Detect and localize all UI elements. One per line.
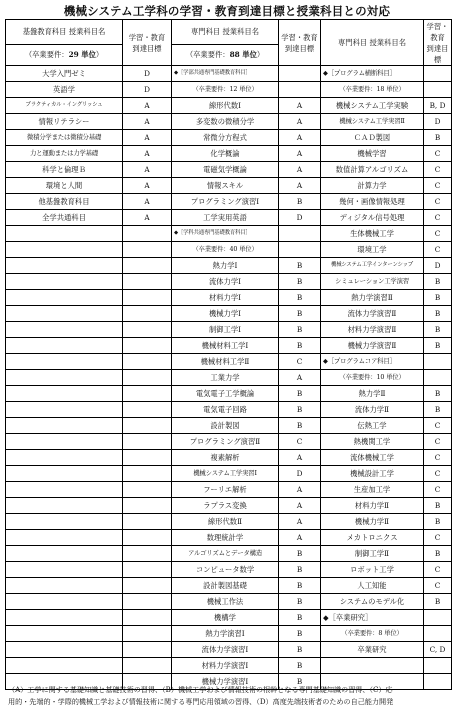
specialized-course-name: ラプラス変換 xyxy=(172,498,279,514)
right-course-goal xyxy=(424,354,452,370)
basic-course-name xyxy=(6,626,123,642)
right-course-name: 卒業研究 xyxy=(321,642,424,658)
basic-course-goal xyxy=(123,338,172,354)
course-row xyxy=(6,194,452,210)
right-course-name: 材料力学演習Ⅱ xyxy=(321,322,424,338)
header-row xyxy=(6,20,452,45)
course-row xyxy=(6,514,452,530)
basic-course-goal xyxy=(123,546,172,562)
specialized-course-goal: B xyxy=(279,402,321,418)
specialized-course-goal: B xyxy=(279,610,321,626)
right-course-name: メカトロニクス xyxy=(321,530,424,546)
course-row xyxy=(6,290,452,306)
specialized-course-name: 線形代数Ⅰ xyxy=(172,98,279,114)
specialized-course-name: 制御工学Ⅰ xyxy=(172,322,279,338)
right-course-goal: C xyxy=(424,146,452,162)
right-course-name: シミュレーション工学演習 xyxy=(321,274,424,290)
course-row xyxy=(6,402,452,418)
right-course-name: （卒業要件：18 単位） xyxy=(321,82,424,98)
specialized-course-goal xyxy=(279,82,321,98)
course-row xyxy=(6,370,452,386)
specialized-course-goal: B xyxy=(279,594,321,610)
specialized-course-name: プログラミング演習Ⅱ xyxy=(172,434,279,450)
right-course-goal: D xyxy=(424,258,452,274)
basic-course-goal xyxy=(123,242,172,258)
right-course-goal: C xyxy=(424,162,452,178)
specialized-course-goal: D xyxy=(279,466,321,482)
right-course-goal: B xyxy=(424,546,452,562)
basic-course-name: プラクティカル・イングリッシュ xyxy=(6,98,123,114)
specialized-course-name: 機械力学演習Ⅰ xyxy=(172,674,279,690)
right-course-name: 生体機械工学 xyxy=(321,226,424,242)
basic-course-name: 力と運動または力学基礎 xyxy=(6,146,123,162)
basic-course-goal xyxy=(123,658,172,674)
specialized-course-goal: A xyxy=(279,370,321,386)
right-course-goal: D xyxy=(424,114,452,130)
specialized-course-name: アルゴリズムとデータ構造 xyxy=(172,546,279,562)
right-course-name: 数值計算アルゴリズム xyxy=(321,162,424,178)
basic-course-goal: D xyxy=(123,66,172,82)
specialized-course-goal: C xyxy=(279,434,321,450)
right-course-goal: B xyxy=(424,594,452,610)
specialized-course-name: コンピュータ数学 xyxy=(172,562,279,578)
basic-course-name: 情報リテラシー xyxy=(6,114,123,130)
specialized-course-name: 工業力学 xyxy=(172,370,279,386)
right-course-name: 機械システム工学実験 xyxy=(321,98,424,114)
right-course-name: ロボット工学 xyxy=(321,562,424,578)
course-row xyxy=(6,98,452,114)
course-row xyxy=(6,562,452,578)
basic-course-name xyxy=(6,386,123,402)
basic-course-goal: A xyxy=(123,162,172,178)
right-course-name: 環境工学 xyxy=(321,242,424,258)
curriculum-table xyxy=(5,19,452,690)
right-course-name: 生産加工学 xyxy=(321,482,424,498)
right-course-name: 人工知能 xyxy=(321,578,424,594)
specialized-course-name: 工学実用英語 xyxy=(172,210,279,226)
specialized-course-goal: B xyxy=(279,418,321,434)
right-course-name: （卒業要件：10 単位） xyxy=(321,370,424,386)
course-row xyxy=(6,114,452,130)
basic-course-goal xyxy=(123,482,172,498)
specialized-course-goal: A xyxy=(279,482,321,498)
basic-course-name xyxy=(6,546,123,562)
course-row xyxy=(6,418,452,434)
basic-course-goal xyxy=(123,418,172,434)
course-row xyxy=(6,626,452,642)
specialized-course-name: 機械力学Ⅰ xyxy=(172,306,279,322)
specialized-course-name: ◆［学部共通専門基礎教育科目］ xyxy=(172,66,279,82)
basic-course-goal xyxy=(123,258,172,274)
basic-requirement: （卒業要件：29 単位） xyxy=(6,45,123,66)
right-course-name: ◆［卒業研究］ xyxy=(321,610,424,626)
specialized-course-goal: B xyxy=(279,386,321,402)
right-course-goal: B, D xyxy=(424,98,452,114)
specialized-course-name: （卒業要件：12 単位） xyxy=(172,82,279,98)
specialized-course-goal: A xyxy=(279,514,321,530)
basic-course-name xyxy=(6,530,123,546)
specialized-course-goal: A xyxy=(279,98,321,114)
specialized-course-goal: B xyxy=(279,546,321,562)
course-row xyxy=(6,434,452,450)
right-course-name: 機械力学演習Ⅱ xyxy=(321,338,424,354)
specialized-course-goal: A xyxy=(279,498,321,514)
specialized-course-name: 機械システム工学実習Ⅰ xyxy=(172,466,279,482)
specialized-course-name: 機械材料工学Ⅱ xyxy=(172,354,279,370)
right-course-name: 熱力学Ⅱ xyxy=(321,386,424,402)
basic-course-name xyxy=(6,642,123,658)
specialized-course-goal: B xyxy=(279,274,321,290)
course-row xyxy=(6,226,452,242)
basic-course-goal xyxy=(123,306,172,322)
basic-course-name xyxy=(6,418,123,434)
basic-course-name xyxy=(6,434,123,450)
right-course-goal: B xyxy=(424,130,452,146)
right-course-name: ディジタル信号処理 xyxy=(321,210,424,226)
specialized-course-goal: B xyxy=(279,658,321,674)
basic-course-name xyxy=(6,578,123,594)
right-course-goal: B xyxy=(424,274,452,290)
basic-course-goal: D xyxy=(123,82,172,98)
right-course-name: 機械システム工学インターンシップ xyxy=(321,258,424,274)
specialized-course-name: 電気電子回路 xyxy=(172,402,279,418)
right-course-name: （卒業要件：8 単位） xyxy=(321,626,424,642)
basic-course-name xyxy=(6,290,123,306)
footer-note xyxy=(8,684,450,707)
specialized-course-name: 流体力学Ⅰ xyxy=(172,274,279,290)
specialized-course-goal: A xyxy=(279,114,321,130)
basic-course-name xyxy=(6,498,123,514)
basic-course-name: 科学と倫理Ｂ xyxy=(6,162,123,178)
right-course-name: 機械システム工学実習Ⅱ xyxy=(321,114,424,130)
specialized-course-name: （卒業要件：40 単位） xyxy=(172,242,279,258)
course-row xyxy=(6,386,452,402)
right-course-name: ◆［プログラム横断科目］ xyxy=(321,66,424,82)
right-course-name: 計算力学 xyxy=(321,178,424,194)
right-course-goal: C xyxy=(424,450,452,466)
basic-course-goal xyxy=(123,290,172,306)
right-course-goal: C xyxy=(424,418,452,434)
specialized-course-goal: A xyxy=(279,178,321,194)
basic-course-name xyxy=(6,242,123,258)
right-course-goal: C xyxy=(424,530,452,546)
specialized-course-goal: B xyxy=(279,290,321,306)
right-course-name: 制御工学Ⅱ xyxy=(321,546,424,562)
basic-course-name xyxy=(6,338,123,354)
specialized-course-name: 熱力学演習Ⅰ xyxy=(172,626,279,642)
basic-course-name xyxy=(6,562,123,578)
right-course-goal: C xyxy=(424,210,452,226)
right-course-goal: C xyxy=(424,562,452,578)
specialized-course-goal: A xyxy=(279,146,321,162)
basic-course-name xyxy=(6,482,123,498)
course-row xyxy=(6,530,452,546)
course-row xyxy=(6,594,452,610)
course-row xyxy=(6,354,452,370)
basic-course-name xyxy=(6,322,123,338)
course-row xyxy=(6,642,452,658)
right-course-name: ＣＡＤ製図 xyxy=(321,130,424,146)
basic-course-name: 他基盤教育科目 xyxy=(6,194,123,210)
course-row xyxy=(6,466,452,482)
basic-course-goal: A xyxy=(123,146,172,162)
right-course-goal: B xyxy=(424,386,452,402)
course-row xyxy=(6,178,452,194)
specialized-course-goal: B xyxy=(279,578,321,594)
header-goal-right: 学習・教育 到達目標 xyxy=(424,20,452,66)
right-course-name: 伝熱工学 xyxy=(321,418,424,434)
course-row xyxy=(6,82,452,98)
right-course-goal xyxy=(424,658,452,674)
right-course-goal: C xyxy=(424,466,452,482)
basic-course-goal xyxy=(123,226,172,242)
course-row xyxy=(6,146,452,162)
basic-course-goal: A xyxy=(123,114,172,130)
specialized-course-name: 機構学 xyxy=(172,610,279,626)
basic-course-goal: A xyxy=(123,194,172,210)
basic-course-name xyxy=(6,450,123,466)
specialized-course-name: 情報スキル xyxy=(172,178,279,194)
basic-course-goal: A xyxy=(123,210,172,226)
course-row xyxy=(6,498,452,514)
basic-course-goal xyxy=(123,610,172,626)
right-course-goal: C xyxy=(424,434,452,450)
basic-course-goal xyxy=(123,642,172,658)
right-course-name: 機械設計工学 xyxy=(321,466,424,482)
right-course-name: ◆［プログラムコア科目］ xyxy=(321,354,424,370)
course-row xyxy=(6,162,452,178)
specialized-course-name: 材料力学Ⅰ xyxy=(172,290,279,306)
basic-course-goal xyxy=(123,578,172,594)
header-goal-specialized: 学習・教育 到達目標 xyxy=(279,20,321,66)
right-course-goal: C, D xyxy=(424,642,452,658)
right-course-goal: B xyxy=(424,306,452,322)
specialized-course-goal: A xyxy=(279,130,321,146)
right-course-goal: B xyxy=(424,514,452,530)
right-course-goal: B xyxy=(424,402,452,418)
specialized-requirement: （卒業要件：88 単位） xyxy=(172,45,279,66)
specialized-course-goal: B xyxy=(279,626,321,642)
right-course-goal xyxy=(424,610,452,626)
specialized-course-goal: B xyxy=(279,322,321,338)
basic-course-name: 英語学 xyxy=(6,82,123,98)
basic-course-goal xyxy=(123,402,172,418)
basic-course-goal xyxy=(123,514,172,530)
basic-course-goal: A xyxy=(123,98,172,114)
course-row xyxy=(6,322,452,338)
basic-course-goal xyxy=(123,498,172,514)
course-row xyxy=(6,66,452,82)
basic-course-name: 環境と人間 xyxy=(6,178,123,194)
basic-course-name xyxy=(6,274,123,290)
basic-course-goal xyxy=(123,434,172,450)
right-course-goal: B xyxy=(424,290,452,306)
header-goal-basic: 学習・教育 到達目標 xyxy=(123,20,172,66)
right-course-goal: C xyxy=(424,194,452,210)
right-course-name: 機械学習 xyxy=(321,146,424,162)
specialized-course-name: 常微分方程式 xyxy=(172,130,279,146)
right-course-goal xyxy=(424,82,452,98)
basic-course-name xyxy=(6,402,123,418)
course-row xyxy=(6,482,452,498)
basic-course-goal xyxy=(123,322,172,338)
right-course-name: 材料力学Ⅱ xyxy=(321,498,424,514)
basic-course-goal xyxy=(123,274,172,290)
basic-course-name xyxy=(6,466,123,482)
specialized-course-name: 機械工作法 xyxy=(172,594,279,610)
specialized-course-name: 熱力学Ⅰ xyxy=(172,258,279,274)
specialized-course-name: 複素解析 xyxy=(172,450,279,466)
right-course-goal: C xyxy=(424,242,452,258)
basic-course-name: 大学入門ゼミ xyxy=(6,66,123,82)
right-course-goal: C xyxy=(424,578,452,594)
right-course-goal xyxy=(424,66,452,82)
course-row xyxy=(6,130,452,146)
course-row xyxy=(6,274,452,290)
specialized-course-goal: A xyxy=(279,530,321,546)
specialized-course-goal: B xyxy=(279,642,321,658)
basic-course-goal xyxy=(123,354,172,370)
basic-course-name xyxy=(6,658,123,674)
specialized-course-goal: A xyxy=(279,450,321,466)
right-course-goal: C xyxy=(424,226,452,242)
course-row xyxy=(6,258,452,274)
specialized-course-goal xyxy=(279,242,321,258)
specialized-course-goal: B xyxy=(279,562,321,578)
basic-course-goal xyxy=(123,594,172,610)
course-row xyxy=(6,658,452,674)
basic-course-name xyxy=(6,514,123,530)
specialized-course-goal xyxy=(279,66,321,82)
specialized-course-goal xyxy=(279,226,321,242)
right-course-name: 機械力学Ⅱ xyxy=(321,514,424,530)
basic-course-goal xyxy=(123,370,172,386)
right-course-goal: B xyxy=(424,498,452,514)
right-course-goal xyxy=(424,370,452,386)
right-course-name: 流体機械工学 xyxy=(321,450,424,466)
right-course-name: 流体力学演習Ⅱ xyxy=(321,306,424,322)
course-row xyxy=(6,450,452,466)
basic-course-goal xyxy=(123,530,172,546)
basic-course-name xyxy=(6,610,123,626)
basic-course-name xyxy=(6,258,123,274)
specialized-course-name: 電磁気学概論 xyxy=(172,162,279,178)
right-course-name: 流体力学Ⅱ xyxy=(321,402,424,418)
basic-course-goal: A xyxy=(123,178,172,194)
course-row xyxy=(6,546,452,562)
specialized-course-name: 設計製図 xyxy=(172,418,279,434)
specialized-course-name: 設計製図基礎 xyxy=(172,578,279,594)
header-specialized-courses-right: 専門科目 授業科目名 xyxy=(321,20,424,66)
basic-course-goal xyxy=(123,562,172,578)
basic-course-goal xyxy=(123,450,172,466)
course-row xyxy=(6,306,452,322)
page-title: 機械システム工学科の学習・教育到達目標と授業科目との対応 xyxy=(63,4,391,18)
right-course-name: 熱機関工学 xyxy=(321,434,424,450)
specialized-course-name: プログラミング演習Ⅰ xyxy=(172,194,279,210)
course-row xyxy=(6,242,452,258)
footer-line-1: （A）工学に関する基礎知識と基礎技術の習得、（B）機械工学および情報技術の根幹となる専門基礎知識の習得、（C）応 xyxy=(8,685,393,694)
specialized-course-goal: B xyxy=(279,194,321,210)
right-course-goal: B xyxy=(424,338,452,354)
specialized-course-name: ◆［学科共通専門基礎教育科目］ xyxy=(172,226,279,242)
right-course-name xyxy=(321,658,424,674)
basic-course-goal: A xyxy=(123,130,172,146)
right-course-name: 幾何・画像情報処理 xyxy=(321,194,424,210)
right-course-goal: C xyxy=(424,482,452,498)
specialized-course-name: 多変数の微積分学 xyxy=(172,114,279,130)
basic-course-name: 全学共通科目 xyxy=(6,210,123,226)
specialized-course-goal: A xyxy=(279,162,321,178)
right-course-name: システムのモデル化 xyxy=(321,594,424,610)
specialized-course-name: 流体力学演習Ⅰ xyxy=(172,642,279,658)
course-row xyxy=(6,610,452,626)
specialized-course-name: 材料力学演習Ⅰ xyxy=(172,658,279,674)
right-course-goal: C xyxy=(424,178,452,194)
basic-course-name: 微積分学または微積分基礎 xyxy=(6,130,123,146)
basic-course-goal xyxy=(123,626,172,642)
specialized-course-goal: B xyxy=(279,338,321,354)
basic-course-goal xyxy=(123,386,172,402)
basic-course-name xyxy=(6,226,123,242)
specialized-course-goal: D xyxy=(279,210,321,226)
specialized-course-name: 機械材料工学Ⅰ xyxy=(172,338,279,354)
specialized-course-goal: B xyxy=(279,258,321,274)
basic-course-name xyxy=(6,354,123,370)
specialized-course-name: フーリエ解析 xyxy=(172,482,279,498)
specialized-course-goal: B xyxy=(279,306,321,322)
specialized-course-goal: C xyxy=(279,354,321,370)
specialized-course-name: 線形代数Ⅱ xyxy=(172,514,279,530)
header-basic-courses: 基盤教育科目 授業科目名 xyxy=(6,20,123,45)
specialized-course-goal: B xyxy=(279,674,321,690)
basic-course-goal xyxy=(123,466,172,482)
basic-course-name xyxy=(6,370,123,386)
course-row xyxy=(6,578,452,594)
basic-course-name xyxy=(6,306,123,322)
right-course-goal xyxy=(424,626,452,642)
header-specialized-courses: 専門科目 授業科目名 xyxy=(172,20,279,45)
specialized-course-name: 化学概論 xyxy=(172,146,279,162)
right-course-name: 熱力学演習Ⅱ xyxy=(321,290,424,306)
course-row xyxy=(6,338,452,354)
specialized-course-name: 数理統計学 xyxy=(172,530,279,546)
course-row xyxy=(6,210,452,226)
footer-line-2: 用的・先端的・学際的機械工学および情報技術に関する専門応用領域の習得、（D）高度先端技術者のための自己能力開発 xyxy=(8,696,394,706)
specialized-course-name: 電気電子工学概論 xyxy=(172,386,279,402)
right-course-goal: B xyxy=(424,322,452,338)
basic-course-name xyxy=(6,594,123,610)
